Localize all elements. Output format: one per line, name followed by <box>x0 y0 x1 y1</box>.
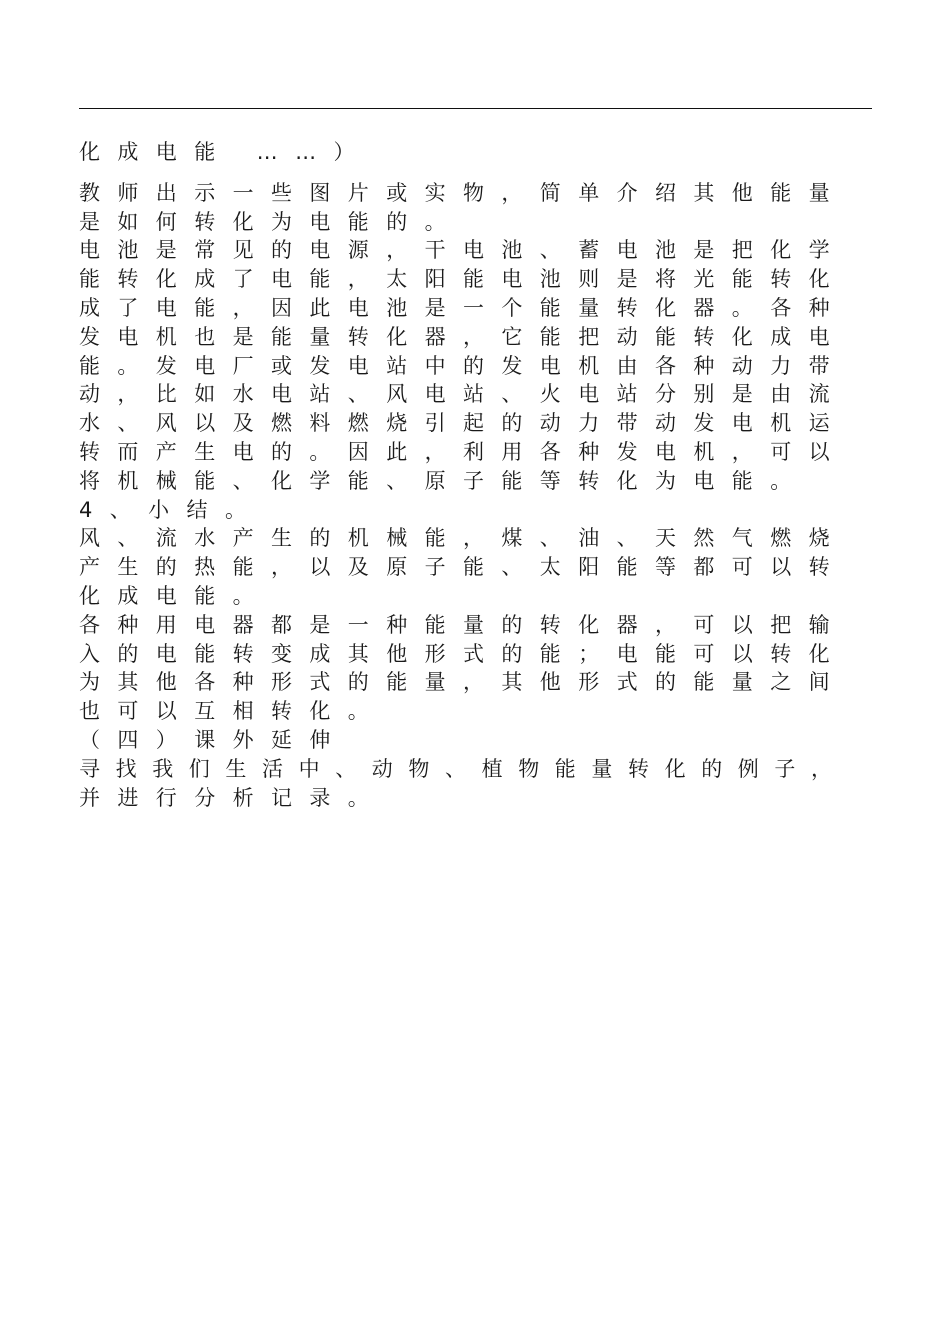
text-line-5: 能转化成了电能，太阳能电池则是将光能转化 <box>79 267 847 292</box>
text-line-2: 教师出示一些图片或实物，简单介绍其他能量 <box>79 180 847 205</box>
text-line-18: 入的电能转变成其他形式的能；电能可以转化 <box>79 641 847 666</box>
text-line-15: 产生的热能，以及原子能、太阳能等都可以转 <box>79 555 847 580</box>
text-line-16: 化成电能。 <box>79 583 271 608</box>
text-line-17: 各种用电器都是一种能量的转化器，可以把输 <box>79 612 847 637</box>
text-line-10: 水、风以及燃料燃烧引起的动力带动发电机运 <box>79 411 847 436</box>
section-heading-extension: （四）课外延伸 <box>79 727 348 752</box>
text-line-20: 也可以互相转化。 <box>79 699 387 724</box>
text-line-9: 动，比如水电站、风电站、火电站分别是由流 <box>79 382 847 407</box>
text-line-23: 并进行分析记录。 <box>79 785 387 810</box>
text-line-4: 电池是常见的电源，干电池、蓄电池是把化学 <box>79 238 847 263</box>
text-line-12: 将机械能、化学能、原子能等转化为电能。 <box>79 468 809 493</box>
text-line-14: 风、流水产生的机械能，煤、油、天然气燃烧 <box>79 526 847 551</box>
section-heading-summary: 4、小结。 <box>79 497 264 522</box>
text-line-8: 能。发电厂或发电站中的发电机由各种动力带 <box>79 353 847 378</box>
text-line-7: 发电机也是能量转化器，它能把动能转化成电 <box>79 324 847 349</box>
text-line-19: 为其他各种形式的能量，其他形式的能量之间 <box>79 670 847 695</box>
text-line-1: 化成电能 ……） <box>79 140 372 164</box>
text-line-6: 成了电能，因此电池是一个能量转化器。各种 <box>79 295 847 320</box>
text-line-3: 是如何转化为电能的。 <box>79 209 463 234</box>
document-body <box>79 138 879 812</box>
text-line-22: 寻找我们生活中、动物、植物能量转化的例子， <box>79 756 848 781</box>
header-rule <box>79 108 872 109</box>
text-line-11: 转而产生电的。因此，利用各种发电机，可以 <box>79 439 847 464</box>
